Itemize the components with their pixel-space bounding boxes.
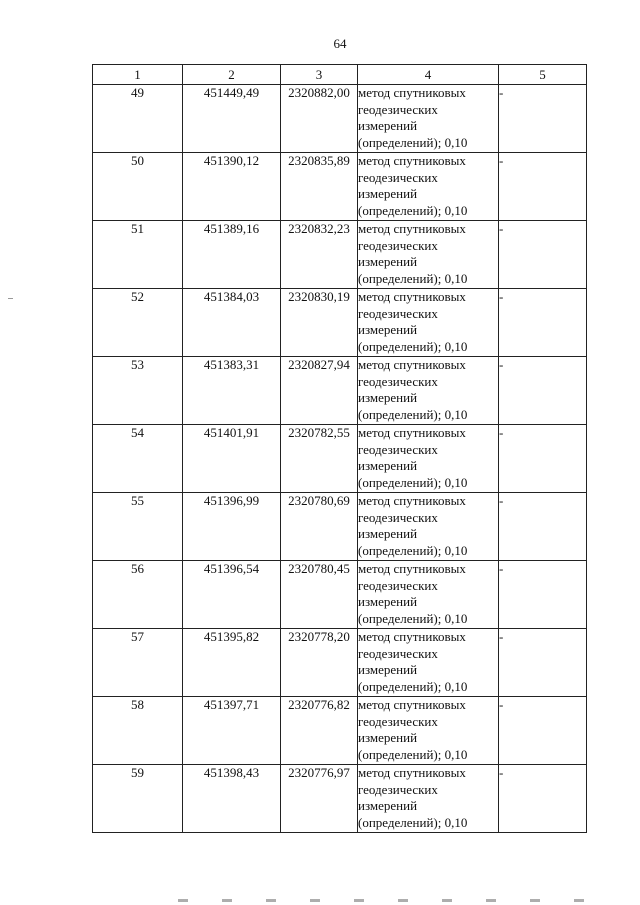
coordinate-x: 451396,99 — [183, 493, 281, 561]
coordinate-x: 451383,31 — [183, 357, 281, 425]
coordinate-x: 451396,54 — [183, 561, 281, 629]
method-description: метод спутниковых геодезических измерений (определений); 0,10 — [358, 289, 499, 357]
note-cell: - — [499, 357, 587, 425]
point-number: 54 — [93, 425, 183, 493]
next-page-edge — [178, 899, 618, 902]
coordinate-y: 2320782,55 — [281, 425, 358, 493]
coordinate-x: 451398,43 — [183, 765, 281, 833]
table-row — [93, 357, 587, 425]
coordinate-x: 451384,03 — [183, 289, 281, 357]
note-cell: - — [499, 153, 587, 221]
table-row — [93, 289, 587, 357]
column-header-4: 4 — [358, 65, 499, 85]
table-header-row — [93, 65, 587, 85]
coordinate-y: 2320776,82 — [281, 697, 358, 765]
column-header-3: 3 — [281, 65, 358, 85]
note-cell: - — [499, 561, 587, 629]
note-cell: - — [499, 289, 587, 357]
note-cell: - — [499, 765, 587, 833]
coordinate-y: 2320776,97 — [281, 765, 358, 833]
method-description: метод спутниковых геодезических измерений (определений); 0,10 — [358, 493, 499, 561]
note-cell: - — [499, 221, 587, 289]
table-row — [93, 765, 587, 833]
table-row — [93, 425, 587, 493]
point-number: 52 — [93, 289, 183, 357]
method-description: метод спутниковых геодезических измерений (определений); 0,10 — [358, 561, 499, 629]
method-description: метод спутниковых геодезических измерений (определений); 0,10 — [358, 357, 499, 425]
coordinate-y: 2320780,69 — [281, 493, 358, 561]
column-header-5: 5 — [499, 65, 587, 85]
page-number: 64 — [333, 36, 347, 51]
point-number: 53 — [93, 357, 183, 425]
point-number: 49 — [93, 85, 183, 153]
note-cell: - — [499, 85, 587, 153]
method-description: метод спутниковых геодезических измерений (определений); 0,10 — [358, 697, 499, 765]
table-row — [93, 85, 587, 153]
method-description: метод спутниковых геодезических измерений (определений); 0,10 — [358, 425, 499, 493]
point-number: 58 — [93, 697, 183, 765]
table-row — [93, 221, 587, 289]
coordinate-x: 451401,91 — [183, 425, 281, 493]
point-number: 56 — [93, 561, 183, 629]
scan-artifact — [8, 298, 13, 299]
coordinate-y: 2320830,19 — [281, 289, 358, 357]
point-number: 55 — [93, 493, 183, 561]
coordinate-y: 2320778,20 — [281, 629, 358, 697]
table-row — [93, 561, 587, 629]
table-row — [93, 153, 587, 221]
coordinate-y: 2320882,00 — [281, 85, 358, 153]
coordinate-y: 2320780,45 — [281, 561, 358, 629]
column-header-1: 1 — [93, 65, 183, 85]
note-cell: - — [499, 425, 587, 493]
table-row — [93, 629, 587, 697]
point-number: 59 — [93, 765, 183, 833]
method-description: метод спутниковых геодезических измерений (определений); 0,10 — [358, 153, 499, 221]
table-row — [93, 697, 587, 765]
coordinate-y: 2320832,23 — [281, 221, 358, 289]
coordinate-x: 451397,71 — [183, 697, 281, 765]
point-number: 50 — [93, 153, 183, 221]
coordinate-y: 2320827,94 — [281, 357, 358, 425]
point-number: 57 — [93, 629, 183, 697]
coordinate-y: 2320835,89 — [281, 153, 358, 221]
column-header-2: 2 — [183, 65, 281, 85]
method-description: метод спутниковых геодезических измерений (определений); 0,10 — [358, 629, 499, 697]
coordinate-x: 451389,16 — [183, 221, 281, 289]
coordinate-x: 451449,49 — [183, 85, 281, 153]
note-cell: - — [499, 493, 587, 561]
method-description: метод спутниковых геодезических измерений (определений); 0,10 — [358, 765, 499, 833]
coordinates-table — [92, 64, 587, 833]
note-cell: - — [499, 629, 587, 697]
coordinate-x: 451390,12 — [183, 153, 281, 221]
method-description: метод спутниковых геодезических измерений (определений); 0,10 — [358, 85, 499, 153]
note-cell: - — [499, 697, 587, 765]
coordinate-x: 451395,82 — [183, 629, 281, 697]
point-number: 51 — [93, 221, 183, 289]
table-row — [93, 493, 587, 561]
method-description: метод спутниковых геодезических измерений (определений); 0,10 — [358, 221, 499, 289]
